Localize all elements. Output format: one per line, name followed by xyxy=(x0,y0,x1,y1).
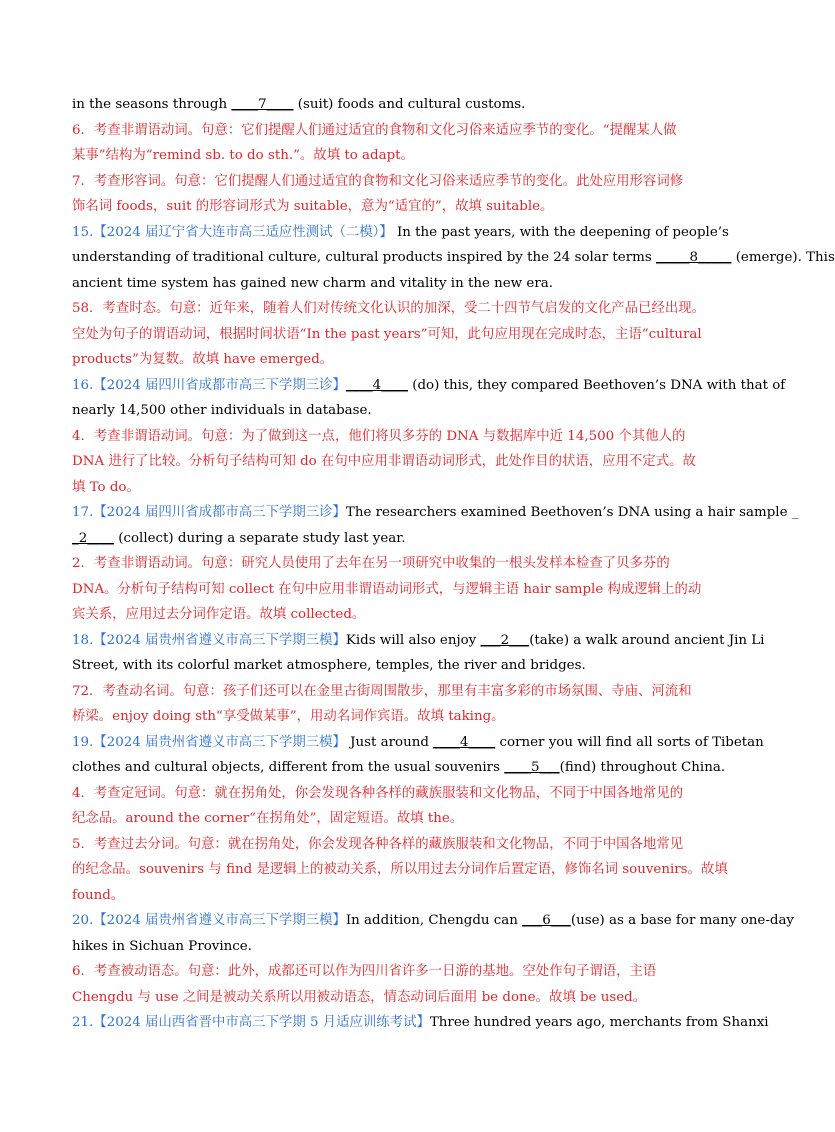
question-source: 21.【2024 届山西省晋中市高三下学期 5 月适应训练考试】 xyxy=(72,1015,430,1030)
text-line xyxy=(72,628,765,654)
text-line xyxy=(72,449,728,475)
text-run: (find) throughout China. xyxy=(559,760,726,775)
text-run: (use) as a base for many one-day xyxy=(570,913,794,928)
question-source: 18.【2024 届贵州省遵义市高三下学期三模】 xyxy=(72,632,346,648)
text-line xyxy=(72,1010,769,1036)
text-run: Kids will also enjoy xyxy=(345,632,481,648)
text-line xyxy=(72,653,728,679)
text-run: Street, with its colorful market atmosphere, temples, the river and bridges. xyxy=(72,658,586,673)
text-line xyxy=(72,883,728,909)
answer-explanation: 72．考查动名词。句意：孩子们还可以在金里古街周围散步，那里有丰富多彩的市场氛围、寺庙、河流和 xyxy=(72,683,692,699)
text-line xyxy=(72,92,728,118)
text-run: (take) a walk around ancient Jin Li xyxy=(529,632,765,648)
answer-explanation: DNA 进行了比较。分析句子结构可知 do 在句中应用非谓语动词形式，此处作目的状语，应用不定式。故 xyxy=(72,454,696,469)
answer-explanation: products”为复数。故填 have emerged。 xyxy=(72,352,334,367)
text-run: hikes in Sichuan Province. xyxy=(72,938,252,954)
text-run: corner you will find all sorts of Tibetan xyxy=(495,734,764,750)
text-line xyxy=(72,296,728,322)
text-line xyxy=(72,526,728,552)
question-source: 19.【2024 届贵州省遵义市高三下学期三模】 xyxy=(72,734,346,750)
text-run: (emerge). This xyxy=(731,250,835,265)
text-run: In addition, Chengdu can xyxy=(345,913,523,928)
text-line xyxy=(72,959,728,985)
text-line xyxy=(72,755,728,781)
answer-blank: ____4____ xyxy=(345,377,408,393)
text-run: Just around xyxy=(345,734,434,750)
question-source: 16.【2024 届四川省成都市高三下学期三诊】 xyxy=(72,377,346,393)
answer-blank: ___2___ xyxy=(480,632,530,648)
text-run: nearly 14,500 other individuals in database. xyxy=(72,403,372,418)
text-run: The researchers examined Beethoven’s DNA using a hair sample _ xyxy=(345,505,799,520)
text-line xyxy=(72,781,728,807)
question-source: 15.【2024 届辽宁省大连市高三适应性测试（二模）】 xyxy=(72,224,393,240)
answer-explanation: 饰名词 foods，suit 的形容词形式为 suitable，意为“适宜的”，故填 suitable。 xyxy=(72,199,554,214)
text-line xyxy=(72,347,728,373)
text-line xyxy=(72,322,728,348)
text-line xyxy=(72,985,728,1011)
answer-explanation: 填 To do。 xyxy=(72,479,140,495)
text-line xyxy=(72,118,728,144)
answer-blank: _____8_____ xyxy=(655,250,732,265)
text-line xyxy=(72,500,799,526)
answer-blank: _2____ xyxy=(72,530,114,546)
text-line xyxy=(72,602,728,628)
text-line xyxy=(72,577,728,603)
answer-explanation: 4．考查非谓语动词。句意：为了做到这一点，他们将贝多芬的 DNA 与数据库中近 14,500 个其他人的 xyxy=(72,428,686,444)
text-line xyxy=(72,934,728,960)
text-run: (collect) during a separate study last year. xyxy=(114,530,406,546)
answer-explanation: 某事”结构为“remind sb. to do sth.”。故填 to adapt。 xyxy=(72,148,414,163)
text-line xyxy=(72,373,786,399)
answer-explanation: 58．考查时态。句意：近年来，随着人们对传统文化认识的加深，受二十四节气启发的文化产品已经出现。 xyxy=(72,301,706,316)
answer-blank: ___6___ xyxy=(522,913,571,928)
text-run: (suit) foods and cultural customs. xyxy=(293,97,526,112)
text-line xyxy=(72,398,728,424)
text-line xyxy=(72,271,728,297)
answer-explanation: 空处为句子的谓语动词，根据时间状语“In the past years”可知，此句应用现在完成时态，主语“cultural xyxy=(72,326,702,342)
document-body xyxy=(72,92,835,1036)
answer-explanation: 4．考查定冠词。句意：就在拐角处，你会发现各种各样的藏族服装和文化物品，不同于中国各地常见的 xyxy=(72,785,684,801)
question-source: 20.【2024 届贵州省遵义市高三下学期三模】 xyxy=(72,913,346,928)
text-line xyxy=(72,679,728,705)
text-run: In the past years, with the deepening of people’s xyxy=(392,224,729,240)
text-line xyxy=(72,704,728,730)
text-run: ancient time system has gained new charm and vitality in the new era. xyxy=(72,275,553,291)
text-line xyxy=(72,220,728,246)
text-line xyxy=(72,169,728,195)
text-run: in the seasons through xyxy=(72,97,232,112)
text-line xyxy=(72,730,764,756)
answer-explanation: Chengdu 与 use 之间是被动关系所以用被动语态，情态动词后面用 be done。故填 be used。 xyxy=(72,989,647,1005)
answer-explanation: 7．考查形容词。句意：它们提醒人们通过适宜的食物和文化习俗来适应季节的变化。此处应用形容词修 xyxy=(72,173,684,189)
text-run: understanding of traditional culture, cultural products inspired by the 24 solar terms xyxy=(72,250,656,265)
text-line xyxy=(72,194,728,220)
answer-explanation: 2．考查非谓语动词。句意：研究人员使用了去年在另一项研究中收集的一根头发样本检查了贝多芬的 xyxy=(72,556,670,571)
text-line xyxy=(72,908,794,934)
answer-explanation: found。 xyxy=(72,887,125,903)
text-line xyxy=(72,475,728,501)
answer-blank: ____7____ xyxy=(231,97,294,112)
text-run: (do) this, they compared Beethoven’s DNA with that of xyxy=(407,377,786,393)
text-line xyxy=(72,245,835,271)
text-line xyxy=(72,424,728,450)
question-source: 17.【2024 届四川省成都市高三下学期三诊】 xyxy=(72,505,346,520)
answer-explanation: 6．考查被动语态。句意：此外，成都还可以作为四川省许多一日游的基地。空处作句子谓语，主语 xyxy=(72,964,657,979)
answer-blank: ____5___ xyxy=(504,760,560,775)
answer-explanation: 的纪念品。souvenirs 与 find 是逻辑上的被动关系，所以用过去分词作后置定语，修饰名词 souvenirs。故填 xyxy=(72,862,728,877)
answer-explanation: 6．考查非谓语动词。句意：它们提醒人们通过适宜的食物和文化习俗来适应季节的变化。“提醒某人做 xyxy=(72,122,677,138)
text-line xyxy=(72,832,728,858)
answer-explanation: 桥梁。enjoy doing sth“享受做某事”，用动名词作宾语。故填 taking。 xyxy=(72,709,505,724)
answer-explanation: 纪念品。around the corner“在拐角处”，固定短语。故填 the。 xyxy=(72,811,464,826)
answer-explanation: 5．考查过去分词。句意：就在拐角处，你会发现各种各样的藏族服装和文化物品，不同于中国各地常见 xyxy=(72,836,684,852)
answer-blank: ____4____ xyxy=(433,734,496,750)
text-line xyxy=(72,143,728,169)
text-line xyxy=(72,551,728,577)
text-line xyxy=(72,857,728,883)
text-run: Three hundred years ago, merchants from Shanxi xyxy=(429,1015,769,1030)
answer-explanation: 宾关系，应用过去分词作定语。故填 collected。 xyxy=(72,607,366,622)
text-line xyxy=(72,806,728,832)
text-run: clothes and cultural objects, different from the usual souvenirs xyxy=(72,760,505,775)
answer-explanation: DNA。分析句子结构可知 collect 在句中应用非谓语动词形式，与逻辑主语 hair sample 构成逻辑上的动 xyxy=(72,581,702,597)
